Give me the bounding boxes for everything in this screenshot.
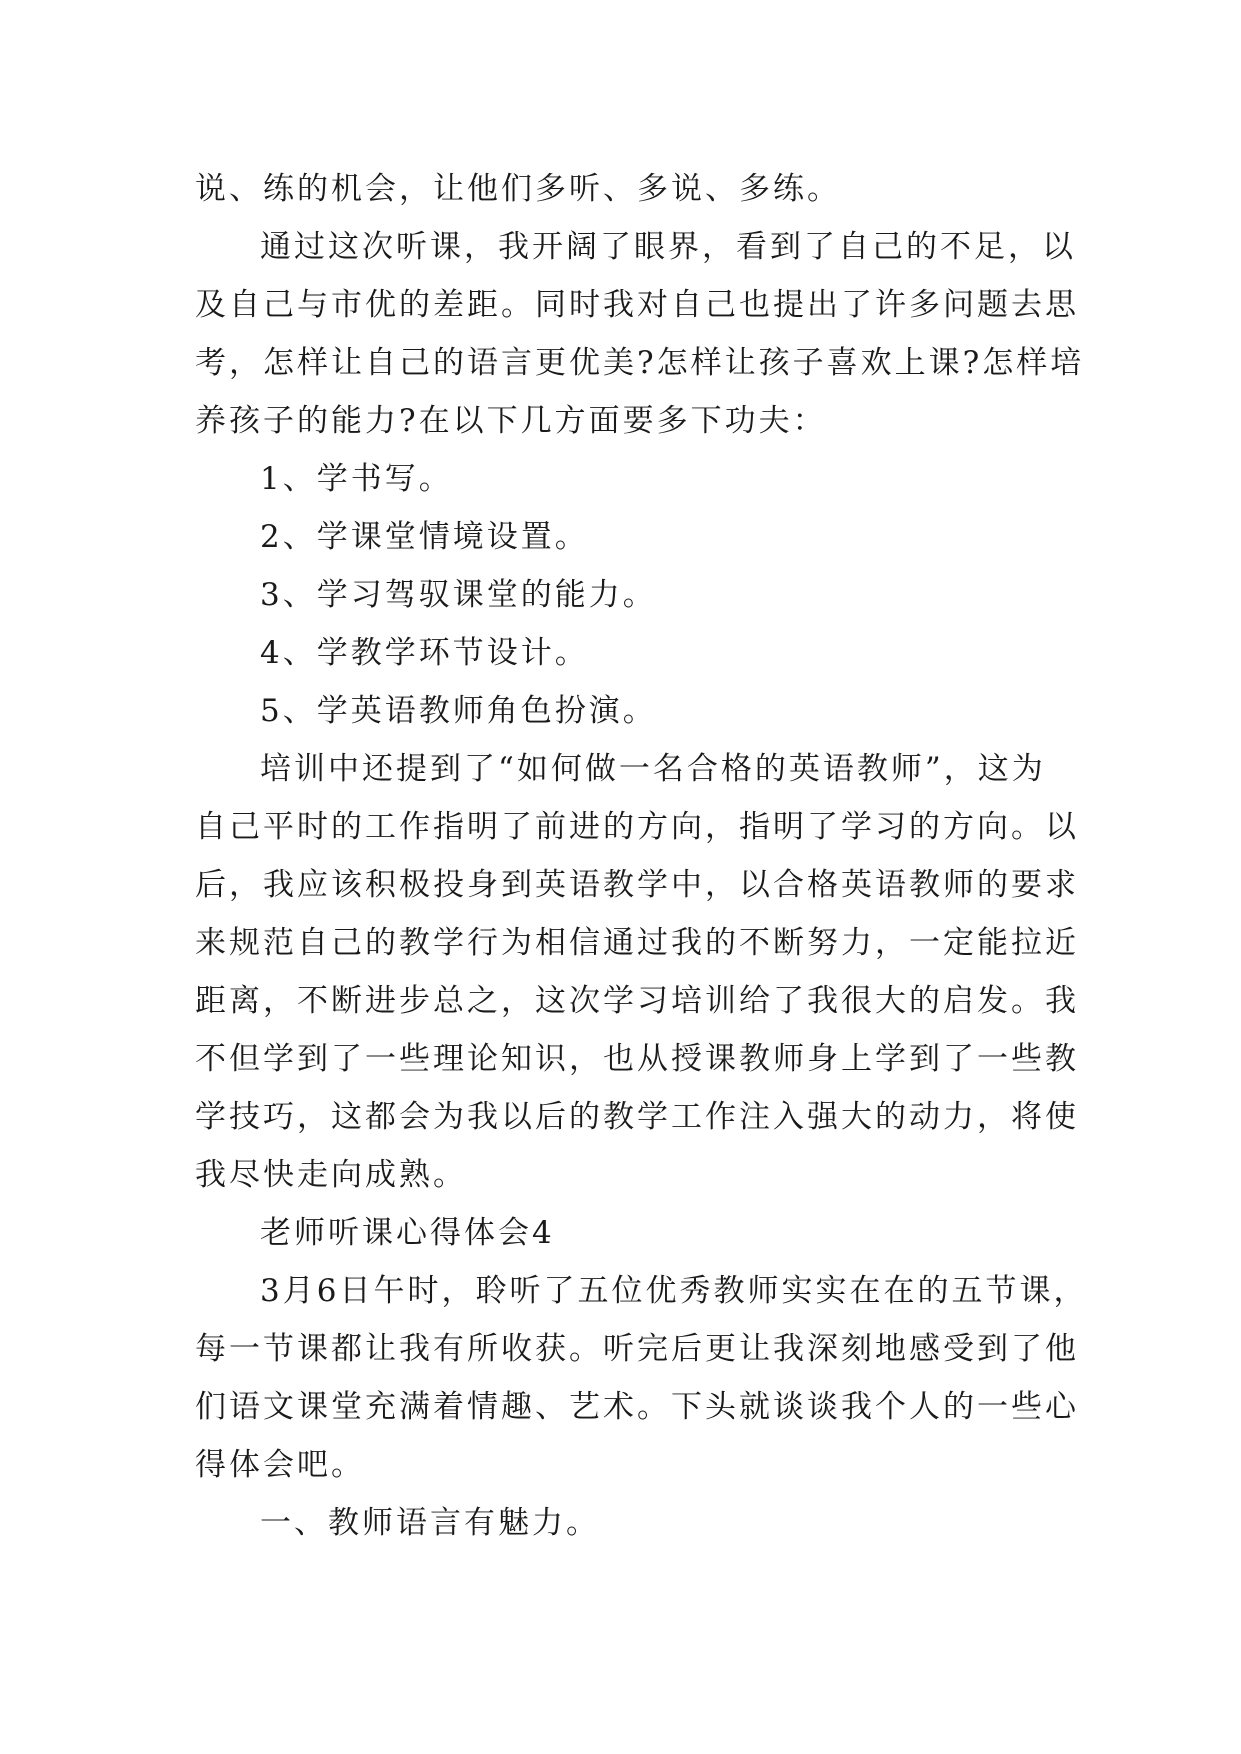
text-line: 们语文课堂充满着情趣、艺术。下头就谈谈我个人的一些心	[195, 1389, 1079, 1425]
text-line: 我尽快走向成熟。	[195, 1157, 467, 1193]
text-line: 距离，不断进步总之，这次学习培训给了我很大的启发。我	[195, 983, 1079, 1019]
list-item: 3、学习驾驭课堂的能力。	[260, 577, 657, 613]
text-line: 培训中还提到了“如何做一名合格的英语教师”，这为	[260, 751, 1046, 787]
text-line: 学技巧，这都会为我以后的教学工作注入强大的动力，将使	[195, 1099, 1079, 1135]
list-item: 1、学书写。	[260, 461, 453, 497]
text-line: 后，我应该积极投身到英语教学中，以合格英语教师的要求	[195, 867, 1079, 903]
text-line: 得体会吧。	[195, 1447, 365, 1483]
list-item: 4、学教学环节设计。	[260, 635, 589, 671]
text-line: 每一节课都让我有所收获。听完后更让我深刻地感受到了他	[195, 1331, 1079, 1367]
text-line: 3月6日午时，聆听了五位优秀教师实实在在的五节课，	[260, 1273, 1088, 1309]
text-line: 来规范自己的教学行为相信通过我的不断努力，一定能拉近	[195, 925, 1079, 961]
text-line: 养孩子的能力?在以下几方面要多下功夫：	[195, 403, 827, 439]
text-line: 通过这次听课，我开阔了眼界，看到了自己的不足，以	[260, 229, 1076, 265]
text-line: 及自己与市优的差距。同时我对自己也提出了许多问题去思	[195, 287, 1079, 323]
text-line: 考，怎样让自己的语言更优美?怎样让孩子喜欢上课?怎样培	[195, 345, 1085, 381]
text-line: 自己平时的工作指明了前进的方向，指明了学习的方向。以	[195, 809, 1079, 845]
text-line: 不但学到了一些理论知识，也从授课教师身上学到了一些教	[195, 1041, 1079, 1077]
text-line: 说、练的机会，让他们多听、多说、多练。	[195, 171, 841, 207]
list-item: 5、学英语教师角色扮演。	[260, 693, 657, 729]
document-body	[195, 160, 1088, 1552]
list-item: 2、学课堂情境设置。	[260, 519, 589, 555]
section-heading: 老师听课心得体会4	[260, 1215, 555, 1251]
subheading: 一、教师语言有魅力。	[260, 1505, 600, 1541]
